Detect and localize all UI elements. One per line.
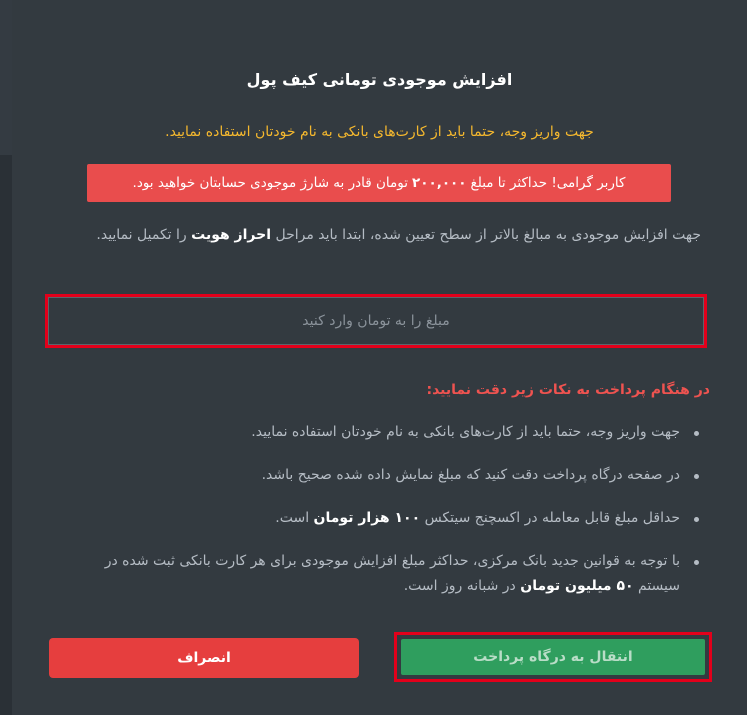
tip-text-end: در شبانه روز است. bbox=[403, 578, 516, 594]
tip-max-amount: ۵۰ میلیون تومان bbox=[520, 578, 634, 594]
modal-title: افزایش موجودی تومانی کیف پول bbox=[246, 70, 513, 89]
alert-max-amount: ۲۰۰,۰۰۰ bbox=[411, 175, 467, 191]
tip-text: در صفحه درگاه پرداخت دقت کنید که مبلغ نمایش داده شده صحیح باشد. bbox=[261, 467, 680, 483]
amount-input-highlight bbox=[45, 294, 707, 348]
kyc-text-end: را تکمیل نمایید. bbox=[96, 227, 187, 243]
tip-item bbox=[62, 463, 702, 488]
tip-item bbox=[62, 420, 702, 445]
payment-gateway-button[interactable]: انتقال به درگاه پرداخت bbox=[401, 639, 705, 675]
tip-item bbox=[62, 506, 702, 531]
cancel-button[interactable]: انصراف bbox=[49, 638, 359, 678]
tip-item bbox=[62, 549, 702, 599]
tip-text: جهت واریز وجه، حتما باید از کارت‌های بانکی به نام خودتان استفاده نمایید. bbox=[251, 424, 680, 440]
own-card-notice: جهت واریز وجه، حتما باید از کارت‌های بانکی به نام خودتان استفاده نمایید. bbox=[165, 124, 594, 140]
max-amount-alert bbox=[87, 164, 671, 202]
kyc-text-start: جهت افزایش موجودی به مبالغ بالاتر از سطح تعیین شده، ابتدا باید مراحل bbox=[275, 227, 701, 243]
alert-text-end: تومان قادر به شارژ موجودی حسابتان خواهید بود. bbox=[132, 175, 408, 191]
tip-text-end: است. bbox=[275, 510, 310, 526]
alert-text-start: کاربر گرامی! حداکثر تا مبلغ bbox=[470, 175, 626, 191]
wallet-deposit-modal bbox=[12, 0, 747, 715]
tip-text-start: حداقل مبلغ قابل معامله در اکسچنج سیتکس bbox=[424, 510, 680, 526]
tips-title: در هنگام پرداخت به نکات زیر دقت نمایید: bbox=[426, 382, 710, 398]
gateway-button-highlight bbox=[394, 632, 712, 682]
kyc-link[interactable]: احراز هویت bbox=[191, 227, 272, 243]
backdrop-panel bbox=[0, 0, 12, 155]
tip-min-amount: ۱۰۰ هزار تومان bbox=[313, 510, 421, 526]
tip-text-start: با توجه به قوانین جدید بانک مرکزی، حداکثر مبلغ افزایش موجودی برای هر کارت بانکی ثبت شده در سیستم bbox=[104, 553, 680, 594]
amount-input[interactable] bbox=[48, 297, 704, 345]
kyc-message bbox=[53, 222, 701, 248]
tips-list bbox=[62, 420, 702, 617]
